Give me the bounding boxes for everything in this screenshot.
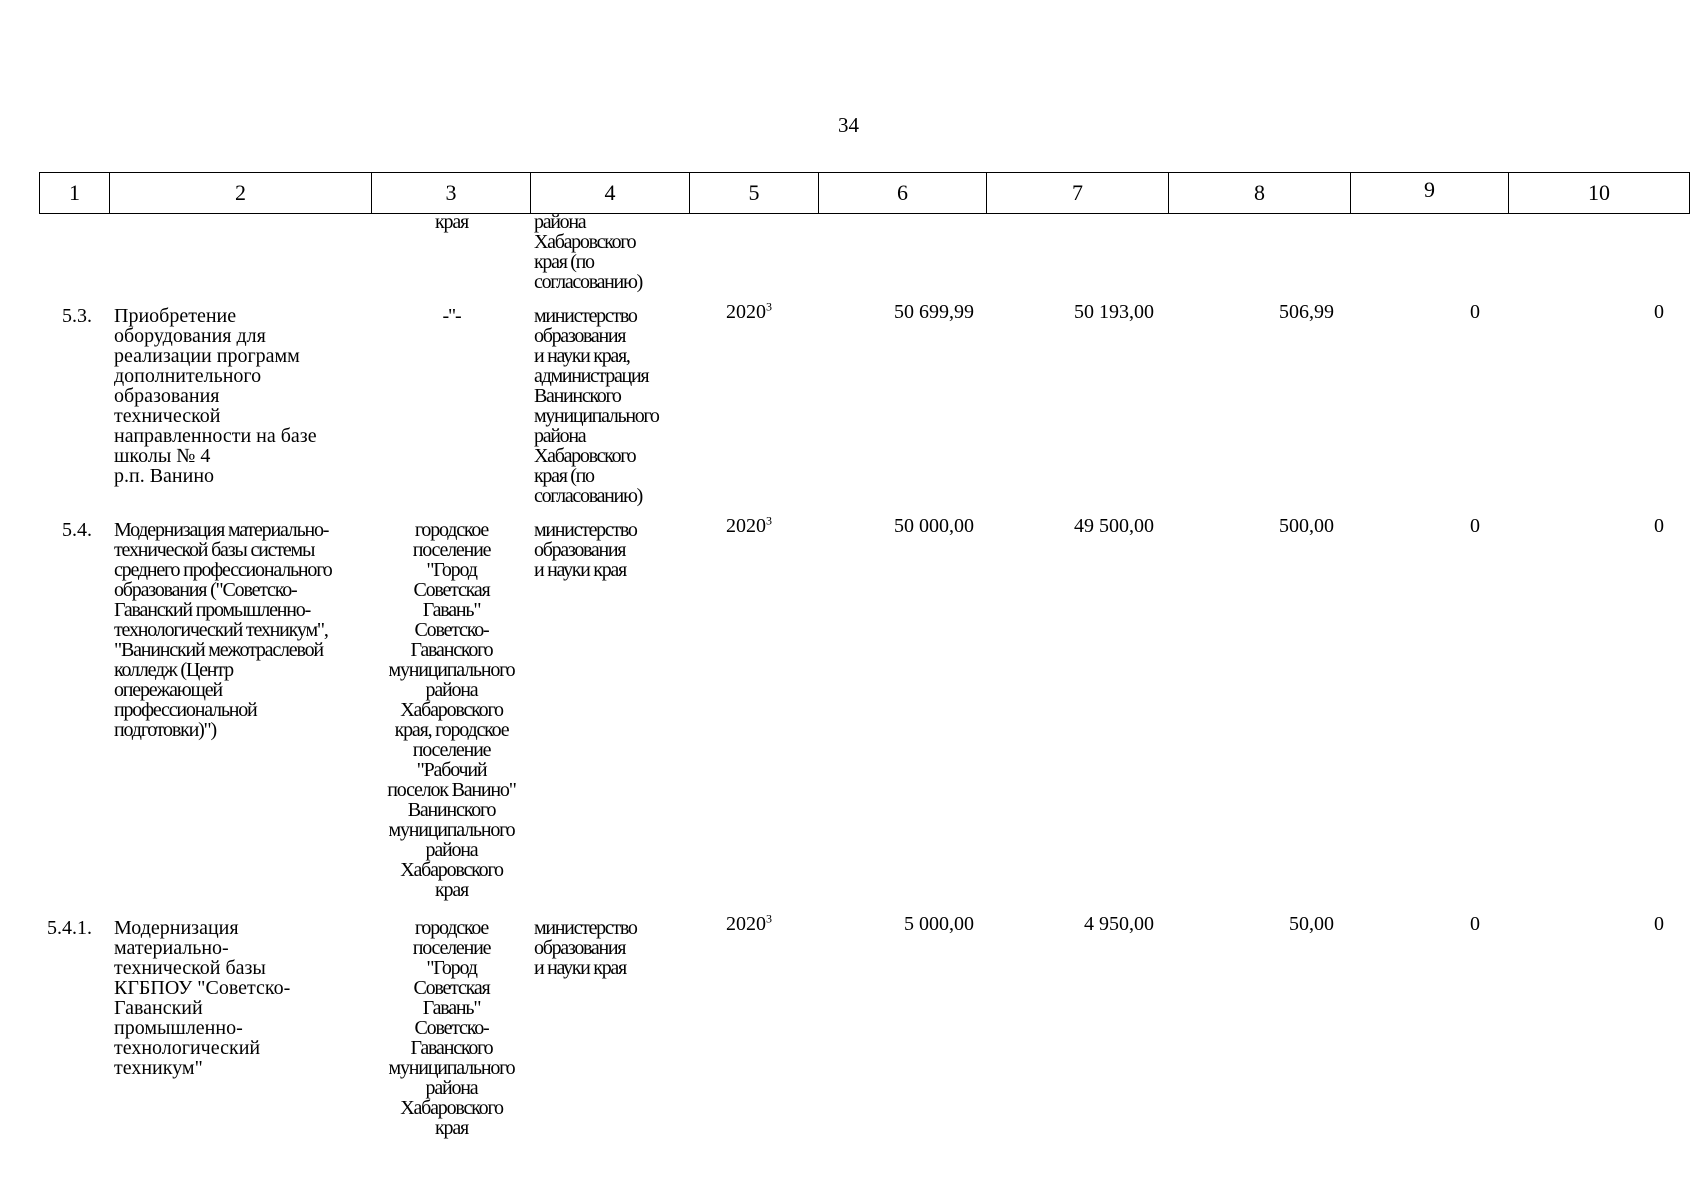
line: образования <box>534 539 626 561</box>
line: образования ("Советско- <box>114 579 297 601</box>
line: Советско- <box>414 619 489 641</box>
row-total: 5 000,00 <box>904 913 974 935</box>
row-year <box>726 513 786 537</box>
line: и науки края, <box>534 345 630 367</box>
row-year <box>726 299 786 323</box>
line: образования <box>114 385 220 407</box>
header-col-3: 3 <box>372 173 531 213</box>
line: поселок Ванино" <box>387 779 516 801</box>
year-value: 2020 <box>726 515 766 537</box>
row-federal: 50 193,00 <box>1074 301 1154 323</box>
line: "Город <box>426 957 477 979</box>
line: материально- <box>114 937 229 959</box>
line: и науки края <box>534 957 626 979</box>
line: Гаванского <box>410 639 493 661</box>
line: технологический <box>114 1037 261 1059</box>
line: "Город <box>426 559 477 581</box>
line: муниципального <box>388 819 515 841</box>
line: колледж (Центр <box>114 659 233 681</box>
row-municipal: 0 <box>1470 515 1480 537</box>
row-municipal: 0 <box>1470 301 1480 323</box>
header-col-2: 2 <box>110 173 372 213</box>
line: Хабаровского <box>400 859 503 881</box>
line: промышленно- <box>114 1017 243 1039</box>
row-location <box>372 520 531 900</box>
line: района <box>425 1077 478 1099</box>
line: реализации программ <box>114 345 300 367</box>
row-title <box>114 918 364 1078</box>
line: образования <box>534 937 626 959</box>
row-id: 5.3. <box>62 305 92 327</box>
header-col-4: 4 <box>531 173 690 213</box>
line: Хабаровского <box>534 231 636 253</box>
line: оборудования для <box>114 325 266 347</box>
line: технологический техникум", <box>114 619 328 641</box>
continuation-responsible <box>534 212 684 292</box>
year-footnote: 3 <box>766 299 772 314</box>
line: Гаванский промышленно- <box>114 599 311 621</box>
header-col-1: 1 <box>40 173 110 213</box>
line: Ванинского <box>407 799 496 821</box>
line: края <box>435 1117 468 1139</box>
line: технической базы <box>114 957 266 979</box>
line: направленности на базе <box>114 425 317 447</box>
row-other: 0 <box>1654 301 1664 323</box>
line: Гавань" <box>422 599 481 621</box>
line: Гаванский <box>114 997 203 1019</box>
year-value: 2020 <box>726 301 766 323</box>
year-footnote: 3 <box>766 513 772 528</box>
line: согласованию) <box>534 271 642 293</box>
line: и науки края <box>534 559 626 581</box>
line: края (по <box>534 465 594 487</box>
row-other: 0 <box>1654 515 1664 537</box>
row-location <box>372 918 531 1138</box>
line: городское <box>414 519 489 541</box>
line: министерство <box>534 305 637 327</box>
line: КГБПОУ "Советско- <box>114 977 291 999</box>
line: поселение <box>412 539 491 561</box>
row-location <box>372 306 531 326</box>
row-regional: 50,00 <box>1289 913 1334 935</box>
line: Советско- <box>414 1017 489 1039</box>
line: профессиональной <box>114 699 257 721</box>
line: согласованию) <box>534 485 642 507</box>
line: администрация <box>534 365 649 387</box>
year-footnote: 3 <box>766 911 772 926</box>
line: Хабаровского <box>534 445 636 467</box>
line: городское <box>414 917 489 939</box>
line: района <box>534 425 586 447</box>
continuation-location: края <box>435 211 468 233</box>
line: среднего профессионального <box>114 559 332 581</box>
header-col-6: 6 <box>819 173 987 213</box>
row-responsible <box>534 520 684 580</box>
header-col-9: 9 <box>1351 173 1509 213</box>
line: подготовки)") <box>114 719 216 741</box>
line: опережающей <box>114 679 222 701</box>
line: технической <box>114 405 221 427</box>
row-total: 50 000,00 <box>894 515 974 537</box>
line: "Рабочий <box>416 759 487 781</box>
line: Хабаровского <box>400 1097 503 1119</box>
line: края <box>435 879 468 901</box>
line: Советская <box>413 977 490 999</box>
row-federal: 4 950,00 <box>1084 913 1154 935</box>
line: края, городское <box>394 719 509 741</box>
line: района <box>425 839 478 861</box>
line: поселение <box>412 739 491 761</box>
line: Приобретение <box>114 305 237 327</box>
header-col-7: 7 <box>987 173 1169 213</box>
line: края (по <box>534 251 594 273</box>
line: Модернизация материально- <box>114 519 329 541</box>
page-number: 34 <box>838 113 859 137</box>
line: министерство <box>534 917 637 939</box>
table-header-row <box>39 172 1690 214</box>
line: "Ванинский межотраслевой <box>114 639 323 661</box>
line: муниципального <box>534 405 659 427</box>
line: муниципального <box>388 1057 515 1079</box>
line: Гаванского <box>410 1037 493 1059</box>
row-title <box>114 306 364 486</box>
row-other: 0 <box>1654 913 1664 935</box>
line: образования <box>534 325 626 347</box>
line: района <box>534 211 586 233</box>
line: Хабаровского <box>400 699 503 721</box>
line: дополнительного <box>114 365 262 387</box>
line: Гавань" <box>422 997 481 1019</box>
row-id: 5.4.1. <box>47 917 92 939</box>
line: -"- <box>442 305 461 327</box>
row-year <box>726 911 786 935</box>
row-id: 5.4. <box>62 519 92 541</box>
line: поселение <box>412 937 491 959</box>
year-value: 2020 <box>726 913 766 935</box>
row-regional: 506,99 <box>1279 301 1334 323</box>
line: Советская <box>413 579 490 601</box>
line: района <box>425 679 478 701</box>
row-title <box>114 520 376 740</box>
line: школы № 4 <box>114 445 211 467</box>
row-municipal: 0 <box>1470 913 1480 935</box>
line: Модернизация <box>114 917 239 939</box>
line: Ванинского <box>534 385 621 407</box>
row-regional: 500,00 <box>1279 515 1334 537</box>
row-responsible <box>534 306 684 506</box>
line: р.п. Ванино <box>114 465 215 487</box>
line: муниципального <box>388 659 515 681</box>
header-col-5: 5 <box>690 173 819 213</box>
header-col-8: 8 <box>1169 173 1351 213</box>
row-responsible <box>534 918 684 978</box>
line: технической базы системы <box>114 539 315 561</box>
row-federal: 49 500,00 <box>1074 515 1154 537</box>
line: министерство <box>534 519 637 541</box>
header-col-10: 10 <box>1509 173 1690 213</box>
row-total: 50 699,99 <box>894 301 974 323</box>
line: техникум" <box>114 1057 203 1079</box>
